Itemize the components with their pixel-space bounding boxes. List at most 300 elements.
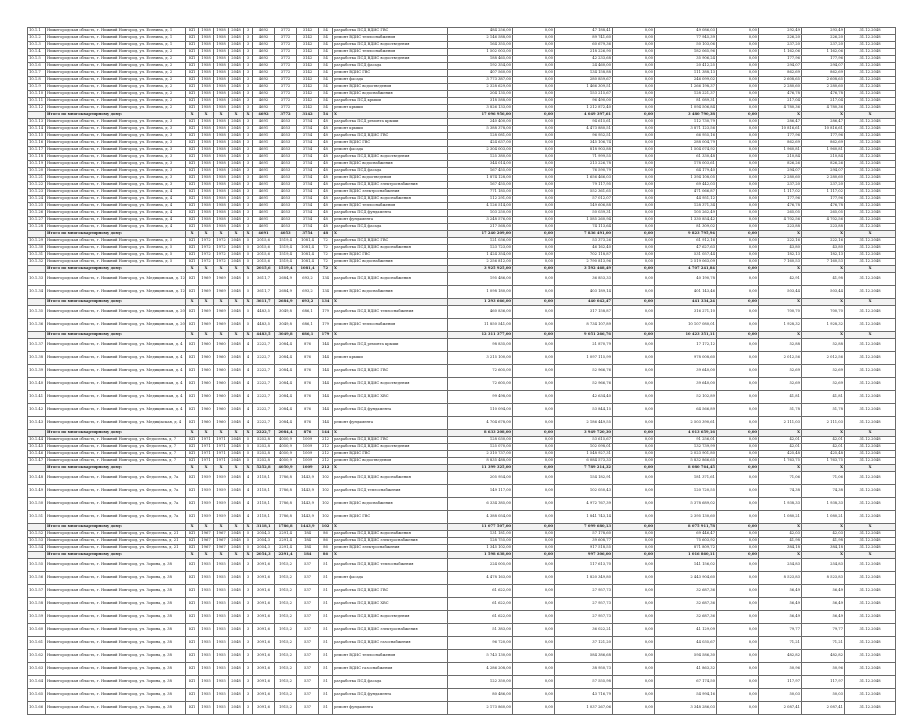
table-cell: 0,00 bbox=[513, 451, 555, 458]
table-cell: 54 bbox=[319, 105, 333, 112]
table-cell: 2048 bbox=[229, 417, 244, 430]
table-cell: 5 bbox=[244, 306, 253, 319]
table-cell: 5 bbox=[244, 451, 253, 458]
table-cell: 31.12.2048 bbox=[845, 119, 896, 126]
table-cell: 2048 bbox=[229, 378, 244, 391]
table-cell: 2048 bbox=[229, 511, 244, 524]
table-cell: разработка ПСД ВДИС теплоснабжения bbox=[333, 559, 448, 572]
table-cell: 0,00 bbox=[717, 624, 759, 637]
table-cell: 1955 bbox=[199, 598, 214, 611]
table-cell: разработка ПСД ВДИС ХВС bbox=[333, 391, 448, 404]
table-cell: КП bbox=[186, 437, 199, 444]
table-cell: Нижегородская область, г. Нижний Новгород, ул. Медицинская, д. 12 bbox=[46, 273, 186, 286]
table-cell: 86 bbox=[319, 545, 333, 552]
table-cell: 72 bbox=[319, 259, 333, 266]
table-cell: 111 388,13 bbox=[655, 70, 717, 77]
table-cell: 345 106,74 bbox=[555, 140, 613, 147]
table-cell: Х bbox=[333, 299, 448, 306]
table-cell: 2 443 904,60 bbox=[655, 572, 717, 585]
table-cell: 503,44 bbox=[759, 286, 802, 299]
table-cell: Х bbox=[214, 231, 229, 238]
table-cell: 1955 bbox=[199, 676, 214, 689]
table-cell: 3142 bbox=[297, 105, 319, 112]
table-cell: КП bbox=[186, 161, 199, 168]
table-cell: 4691 bbox=[253, 154, 275, 161]
table-cell: 1958 bbox=[214, 161, 229, 168]
table-cell: 2048 bbox=[229, 98, 244, 105]
table-cell: Х bbox=[229, 231, 244, 238]
table-cell: 1958 bbox=[199, 147, 214, 154]
table-cell: 2 111,03 bbox=[802, 417, 845, 430]
table-cell: 1958 bbox=[199, 28, 214, 35]
table-cell: 0,00 bbox=[513, 182, 555, 189]
table-cell: 1969 bbox=[214, 319, 229, 332]
table-cell: 3142 bbox=[297, 112, 319, 119]
table-cell: 0,00 bbox=[717, 485, 759, 498]
table-cell: 0,00 bbox=[613, 689, 655, 702]
table-cell: 0,00 bbox=[613, 531, 655, 538]
table-cell: 0,00 bbox=[613, 231, 655, 238]
table-cell: разработка ПСД фасада bbox=[333, 168, 448, 175]
table-cell: 31.12.2048 bbox=[845, 210, 896, 217]
table-cell: КП bbox=[186, 689, 199, 702]
table-cell: 10.1.3 bbox=[28, 42, 46, 49]
table-cell: 50 103,06 bbox=[655, 42, 717, 49]
table-cell: 2222,7 bbox=[253, 378, 275, 391]
table-cell: 54 bbox=[319, 84, 333, 91]
table-cell: КП bbox=[186, 189, 199, 196]
table-row bbox=[28, 451, 896, 458]
table-cell: Нижегородская область, г. Нижний Новгород, ул. Есенина, д. 3 bbox=[46, 182, 186, 189]
table-cell: 0,00 bbox=[717, 119, 759, 126]
table-cell: 4692 bbox=[253, 105, 275, 112]
table-cell: 10.1.21 bbox=[28, 175, 46, 182]
table-cell: 3754 bbox=[297, 217, 319, 224]
table-cell: 4691 bbox=[253, 133, 275, 140]
table-cell: 0,00 bbox=[513, 56, 555, 63]
table-cell: 1960 bbox=[199, 391, 214, 404]
table-cell: 1958 bbox=[214, 28, 229, 35]
table-cell: 1959 bbox=[214, 485, 229, 498]
table-cell: 35 906,24 bbox=[655, 56, 717, 63]
table-cell: 4 707 241,84 bbox=[655, 266, 717, 273]
table-cell: 144 bbox=[319, 352, 333, 365]
table-cell: 2048 bbox=[229, 437, 244, 444]
table-cell: 1 585 260,94 bbox=[555, 217, 613, 224]
table-cell: 537 bbox=[297, 650, 319, 663]
table-cell: 8 080 764,45 bbox=[655, 465, 717, 472]
table-cell: КП bbox=[186, 105, 199, 112]
table-cell: КП bbox=[186, 140, 199, 147]
table-cell: 72 bbox=[319, 252, 333, 259]
table-cell: 1958 bbox=[214, 77, 229, 84]
table-cell: 57 178,60 bbox=[555, 531, 613, 538]
table-cell: 1 820 349,80 bbox=[555, 572, 613, 585]
table-cell: 3772 bbox=[275, 49, 297, 56]
table-cell: Х bbox=[229, 430, 244, 437]
table-cell: 3091,6 bbox=[253, 611, 275, 624]
table-row bbox=[28, 306, 896, 319]
table-cell: Х bbox=[244, 299, 253, 306]
table-cell: Нижегородская область, г. Нижний Новгород, ул. Есенина, д. 2 bbox=[46, 84, 186, 91]
table-cell: Итого по многоквартирному дому: bbox=[46, 112, 186, 119]
table-cell: 0,00 bbox=[717, 224, 759, 231]
table-cell: 56,49 bbox=[802, 611, 845, 624]
table-cell: 0,00 bbox=[513, 545, 555, 552]
table-cell: КП bbox=[186, 147, 199, 154]
table-cell: 102 098,01 bbox=[555, 444, 613, 451]
table-cell: Нижегородская область, г. Нижний Новгород, ул. Федосеева, д. 7 bbox=[46, 451, 186, 458]
table-cell: 1958 bbox=[199, 196, 214, 203]
table-cell: 1972 bbox=[199, 238, 214, 245]
table-cell: 0,00 bbox=[513, 524, 555, 531]
table-cell: 1915,2 bbox=[275, 624, 297, 637]
table-cell: 0,00 bbox=[613, 451, 655, 458]
table-cell: 3 bbox=[244, 105, 253, 112]
table-cell: 1958 bbox=[214, 49, 229, 56]
table-cell: 81 309,02 bbox=[655, 224, 717, 231]
table-cell: 2054,3 bbox=[253, 545, 275, 552]
table-cell: 96 490,00 bbox=[555, 98, 613, 105]
table-cell: Нижегородская область, г. Нижний Новгород, ул. Есенина, д. 3 bbox=[46, 161, 186, 168]
table-cell: КП bbox=[186, 203, 199, 210]
table-cell: 2222,7 bbox=[253, 352, 275, 365]
table-cell: 72 605,00 bbox=[448, 365, 513, 378]
table-cell: 5 bbox=[244, 273, 253, 286]
table-cell: 0,00 bbox=[717, 154, 759, 161]
table-cell: 10.1.42 bbox=[28, 404, 46, 417]
table-cell: 9 823 795,94 bbox=[655, 231, 717, 238]
table-cell: 1958 bbox=[214, 35, 229, 42]
table-cell: 3142 bbox=[297, 77, 319, 84]
table-cell: 1 345 102,00 bbox=[448, 545, 513, 552]
table-cell: 1009 bbox=[297, 437, 319, 444]
table-cell: 132 739,99 bbox=[655, 444, 717, 451]
table-row bbox=[28, 624, 896, 637]
table-cell: 0,00 bbox=[613, 352, 655, 365]
table-cell: 1009 bbox=[297, 465, 319, 472]
table-cell: 6 084 573,33 bbox=[555, 458, 613, 465]
table-cell: 0,00 bbox=[613, 224, 655, 231]
table-cell: 4 473 880,51 bbox=[555, 126, 613, 133]
table-cell: 149 117,00 bbox=[448, 485, 513, 498]
table-cell: 3091,6 bbox=[253, 663, 275, 676]
table-cell: 0,00 bbox=[613, 444, 655, 451]
table-cell: 31.12.2048 bbox=[845, 319, 896, 332]
table-cell: 0,00 bbox=[613, 611, 655, 624]
table-cell: Нижегородская область, г. Нижний Новгород, ул. Есенина, д. 2 bbox=[46, 91, 186, 98]
table-cell: 41,98 bbox=[759, 538, 802, 545]
table-cell: 4053 bbox=[275, 210, 297, 217]
table-cell: 4 bbox=[244, 404, 253, 417]
table-cell: 0,00 bbox=[613, 252, 655, 259]
table-cell: 401 143,46 bbox=[655, 286, 717, 299]
table-cell: 2048 bbox=[229, 611, 244, 624]
table-cell: 0,00 bbox=[513, 266, 555, 273]
table-cell: 10.1.48 bbox=[28, 472, 46, 485]
table-cell: Нижегородская область, г. Нижний Новгород, ул. Зорина, д. 38 bbox=[46, 676, 186, 689]
table-cell: 876 bbox=[297, 352, 319, 365]
table-cell: 384,18 bbox=[759, 545, 802, 552]
table-cell: 0,00 bbox=[513, 332, 555, 339]
table-cell: 31.12.2048 bbox=[845, 637, 896, 650]
table-cell: 1519,4 bbox=[275, 259, 297, 266]
table-cell: 0,00 bbox=[717, 286, 759, 299]
table-cell: 0,00 bbox=[513, 91, 555, 98]
table-cell: 0,00 bbox=[613, 676, 655, 689]
table-cell: 54 bbox=[319, 112, 333, 119]
table-cell: 10.1.66 bbox=[28, 702, 46, 715]
table-cell: разработка ПСД фундамента bbox=[333, 404, 448, 417]
table-cell: 1958 bbox=[199, 224, 214, 231]
table-cell: 1786,8 bbox=[275, 498, 297, 511]
table-cell: Х bbox=[199, 231, 214, 238]
table-row bbox=[28, 35, 896, 42]
table-cell: 10.1.45 bbox=[28, 444, 46, 451]
table-cell: 102 bbox=[319, 498, 333, 511]
table-cell: 0,00 bbox=[513, 430, 555, 437]
table-cell: разработка ПСД ВДИС газоснабжения bbox=[333, 637, 448, 650]
table-cell: КП bbox=[186, 538, 199, 545]
table-cell: 57 012,07 bbox=[555, 196, 613, 203]
table-cell: 2048 bbox=[229, 365, 244, 378]
table-cell: Х bbox=[229, 299, 244, 306]
table-cell: 0,00 bbox=[717, 417, 759, 430]
table-cell: 52,88 bbox=[802, 339, 845, 352]
table-cell: Нижегородская область, г. Нижний Новгород, ул. Медицинская, д. 20 bbox=[46, 319, 186, 332]
table-cell: 2291,4 bbox=[275, 545, 297, 552]
table-cell: 11 077 507,00 bbox=[448, 524, 513, 531]
table-cell: 476,78 bbox=[759, 203, 802, 210]
table-cell: 48 bbox=[319, 217, 333, 224]
table-cell: 1958 bbox=[199, 168, 214, 175]
table-cell: 2048 bbox=[229, 663, 244, 676]
table-cell: 10.1.38 bbox=[28, 352, 46, 365]
table-cell: 3 bbox=[244, 559, 253, 572]
table-cell: 0,00 bbox=[513, 70, 555, 77]
table-cell: 1955 bbox=[199, 637, 214, 650]
table-cell: 2048 bbox=[229, 224, 244, 231]
table-cell: 54 bbox=[319, 56, 333, 63]
table-cell: 112 291,00 bbox=[448, 196, 513, 203]
table-cell: 0,00 bbox=[613, 161, 655, 168]
table-cell: 1081,4 bbox=[297, 245, 319, 252]
table-cell: 4050,9 bbox=[275, 465, 297, 472]
table-cell: 2048 bbox=[229, 273, 244, 286]
table-cell: 52,69 bbox=[759, 365, 802, 378]
table-cell: 1972 bbox=[199, 259, 214, 266]
table-cell: 537 bbox=[297, 598, 319, 611]
table-cell: 89 741,60 bbox=[555, 35, 613, 42]
table-cell: Х bbox=[845, 430, 896, 437]
table-cell: 0,00 bbox=[717, 585, 759, 598]
table-cell: 1969 bbox=[214, 286, 229, 299]
table-cell: 4691 bbox=[253, 126, 275, 133]
table-cell: 0,00 bbox=[513, 259, 555, 266]
table-cell: 46 162,40 bbox=[555, 245, 613, 252]
table-cell: 3142 bbox=[297, 56, 319, 63]
table-cell: 537 bbox=[297, 637, 319, 650]
table-row bbox=[28, 498, 896, 511]
table-cell: 1958 bbox=[214, 119, 229, 126]
table-cell: 74,38 bbox=[802, 485, 845, 498]
table-cell: ремонт крыши bbox=[333, 126, 448, 133]
table-cell: ремонт крыши bbox=[333, 352, 448, 365]
table-cell: 112 730,79 bbox=[655, 119, 717, 126]
table-cell: 4 bbox=[244, 511, 253, 524]
table-cell: КП bbox=[186, 224, 199, 231]
table-cell: 0,00 bbox=[613, 624, 655, 637]
table-cell: 0,00 bbox=[513, 559, 555, 572]
table-cell: КП bbox=[186, 485, 199, 498]
table-cell: 1959 bbox=[214, 472, 229, 485]
table-cell: 1955 bbox=[214, 650, 229, 663]
table-cell: 2048 bbox=[229, 472, 244, 485]
table-cell: 36 853,33 bbox=[555, 273, 613, 286]
table-cell: Нижегородская область, г. Нижний Новгород, ул. Зорина, д. 38 bbox=[46, 572, 186, 585]
table-cell: 1958 bbox=[214, 175, 229, 182]
table-cell: 4 bbox=[244, 417, 253, 430]
table-cell: 11 399 325,00 bbox=[448, 465, 513, 472]
table-cell: Х bbox=[802, 552, 845, 559]
table-cell: Нижегородская область, г. Нижний Новгород, ул. Медицинская, д. 12 bbox=[46, 286, 186, 299]
table-cell: КП bbox=[186, 91, 199, 98]
table-cell: 1958 bbox=[199, 91, 214, 98]
table-cell: 72 605,00 bbox=[448, 378, 513, 391]
table-cell: 31.12.2048 bbox=[845, 182, 896, 189]
table-cell: Нижегородская область, г. Нижний Новгород, ул. Есенина, д. 2 bbox=[46, 49, 186, 56]
table-cell: Х bbox=[802, 231, 845, 238]
table-cell: 10.1.37 bbox=[28, 339, 46, 352]
table-cell: 0,00 bbox=[613, 538, 655, 545]
table-cell: 1955 bbox=[214, 585, 229, 598]
table-cell: 0,00 bbox=[613, 56, 655, 63]
table-cell: 1 117,02 bbox=[802, 189, 845, 196]
table-cell: 1971 bbox=[199, 444, 214, 451]
table-cell: ремонт ВДИС ГВС bbox=[333, 252, 448, 259]
table-cell: 0,00 bbox=[717, 147, 759, 154]
table-cell: 188 465,00 bbox=[448, 56, 513, 63]
table-cell: 31.12.2048 bbox=[845, 161, 896, 168]
table-cell: 0,00 bbox=[513, 611, 555, 624]
table-cell: ремонт ВДИС теплоснабжения bbox=[333, 35, 448, 42]
table-cell: 182,13 bbox=[759, 252, 802, 259]
table-cell: 39 640,00 bbox=[655, 365, 717, 378]
table-cell: КП bbox=[186, 273, 199, 286]
subtotal-row bbox=[28, 430, 896, 437]
table-cell: 5 bbox=[244, 286, 253, 299]
table-cell: 61 912,16 bbox=[655, 238, 717, 245]
table-cell: 4 702,56 bbox=[759, 217, 802, 224]
table-cell: 217,04 bbox=[802, 98, 845, 105]
table-cell: 4 972 767,39 bbox=[555, 498, 613, 511]
table-cell: 686,1 bbox=[297, 332, 319, 339]
table-cell: 48 bbox=[319, 126, 333, 133]
table-cell: 3 348 286,03 bbox=[655, 702, 717, 715]
table-cell: 1915,2 bbox=[275, 598, 297, 611]
table-cell: 11 850 541,00 bbox=[448, 319, 513, 332]
table-cell: 4 478 163,00 bbox=[448, 572, 513, 585]
table-cell: Нижегородская область, г. Нижний Новгород, ул. Есенина, д. 3 bbox=[46, 168, 186, 175]
table-cell: 2048 bbox=[229, 154, 244, 161]
table-cell: 2054,3 bbox=[253, 552, 275, 559]
table-cell: 876 bbox=[297, 417, 319, 430]
table-cell: 3 bbox=[244, 637, 253, 650]
table-cell: 0,00 bbox=[613, 332, 655, 339]
table-cell: Нижегородская область, г. Нижний Новгород, ул. Зорина, д. 38 bbox=[46, 559, 186, 572]
table-cell: 0,00 bbox=[513, 286, 555, 299]
table-row bbox=[28, 203, 896, 210]
table-cell: ремонт ВДИС теплоснабжения bbox=[333, 650, 448, 663]
table-cell: 2015,6 bbox=[253, 252, 275, 259]
table-cell: ремонт ВДИС ГВС bbox=[333, 511, 448, 524]
table-cell: 42,01 bbox=[759, 444, 802, 451]
table-cell: 1 098 180,00 bbox=[448, 286, 513, 299]
table-cell: 246 099,02 bbox=[655, 77, 717, 84]
table-cell: КП bbox=[186, 663, 199, 676]
table-cell: 4053 bbox=[275, 224, 297, 231]
table-cell: 4053 bbox=[275, 140, 297, 147]
table-cell: 31.12.2048 bbox=[845, 140, 896, 147]
table-cell: 0,00 bbox=[717, 444, 759, 451]
table-cell: 31.12.2048 bbox=[845, 252, 896, 259]
table-cell: Х bbox=[199, 524, 214, 531]
table-cell: 0,00 bbox=[613, 98, 655, 105]
table-cell: 80 486,00 bbox=[448, 689, 513, 702]
table-cell: 0,00 bbox=[613, 273, 655, 286]
table-cell: 0,00 bbox=[513, 49, 555, 56]
table-cell: КП bbox=[186, 572, 199, 585]
table-cell: Х bbox=[186, 552, 199, 559]
table-row bbox=[28, 485, 896, 498]
table-cell: 0,00 bbox=[717, 451, 759, 458]
table-cell: 1971 bbox=[214, 444, 229, 451]
table-cell: 4692 bbox=[253, 84, 275, 91]
table-cell: Х bbox=[845, 332, 896, 339]
table-cell: 403 189,14 bbox=[555, 286, 613, 299]
table-cell: 3091,6 bbox=[253, 585, 275, 598]
table-cell: Нижегородская область, г. Нижний Новгород, ул. Есенина, д. 1 bbox=[46, 35, 186, 42]
table-cell: 31.12.2048 bbox=[845, 545, 896, 552]
table-cell: 74,38 bbox=[759, 485, 802, 498]
table-row bbox=[28, 319, 896, 332]
table-cell: 0,00 bbox=[513, 444, 555, 451]
table-cell: 2048 bbox=[229, 531, 244, 538]
table-cell: 1958 bbox=[199, 189, 214, 196]
table-cell: КП bbox=[186, 245, 199, 252]
table-cell: 3754 bbox=[297, 182, 319, 189]
table-cell: 2 023 901,80 bbox=[655, 451, 717, 458]
table-cell: 3 bbox=[244, 63, 253, 70]
table-cell: Х bbox=[199, 299, 214, 306]
table-cell: 4692 bbox=[253, 91, 275, 98]
table-cell: 0,00 bbox=[717, 524, 759, 531]
table-row bbox=[28, 238, 896, 245]
table-cell: 4692 bbox=[253, 70, 275, 77]
table-cell: 10.1.65 bbox=[28, 689, 46, 702]
table-cell: 10.1.23 bbox=[28, 189, 46, 196]
table-cell: 1960 bbox=[199, 365, 214, 378]
table-cell: Х bbox=[333, 266, 448, 273]
table-cell: Нижегородская область, г. Нижний Новгород, ул. Медицинская, д. 4 bbox=[46, 339, 186, 352]
table-cell: 31.12.2048 bbox=[845, 175, 896, 182]
table-row bbox=[28, 119, 896, 126]
table-cell: 12 311 377,00 bbox=[448, 332, 513, 339]
table-cell: 0,00 bbox=[717, 332, 759, 339]
table-row bbox=[28, 168, 896, 175]
table-cell: 2048 bbox=[229, 77, 244, 84]
table-cell: 134 bbox=[319, 299, 333, 306]
